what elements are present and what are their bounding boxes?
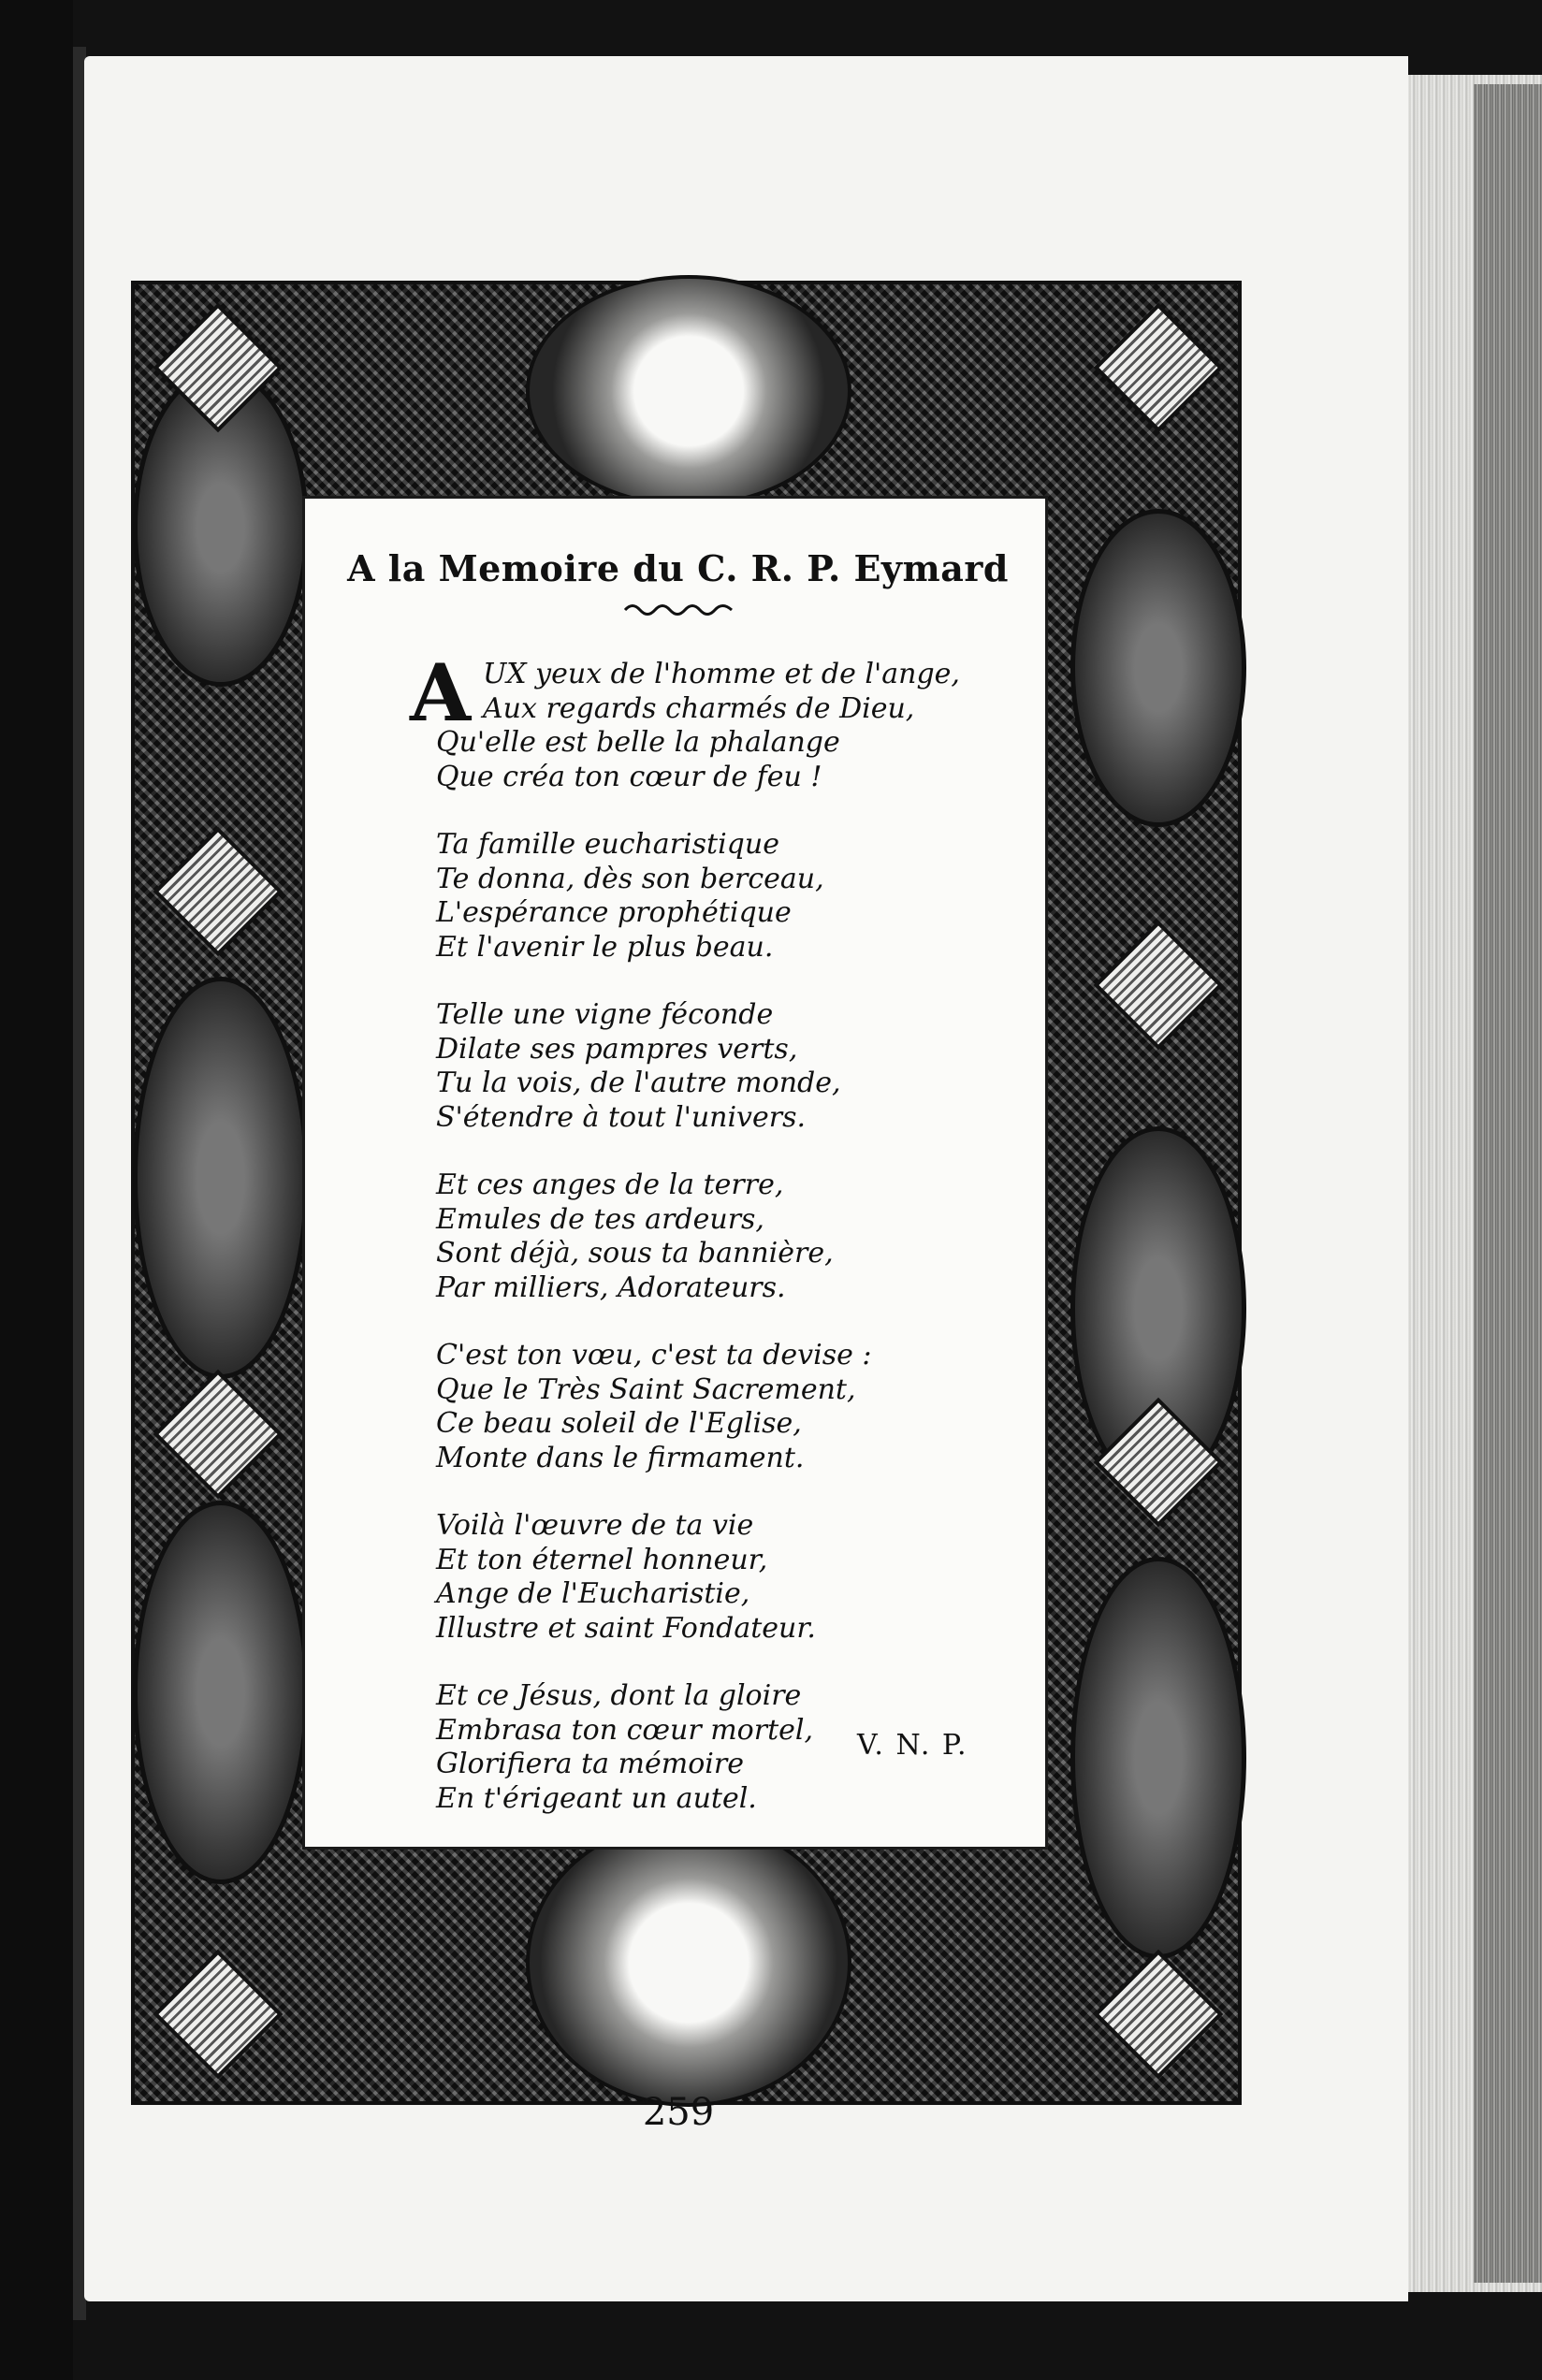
lilies-oval bbox=[1070, 1557, 1246, 1959]
poem-line: Dilate ses pampres verts, bbox=[436, 1032, 798, 1066]
poem-title: A la Memoire du C. R. P. Eymard bbox=[347, 547, 1009, 589]
poem-line: Embrasa ton cœur mortel, bbox=[436, 1713, 814, 1747]
poem-stanza bbox=[436, 1339, 1016, 1475]
poem-stanza bbox=[436, 1509, 1016, 1646]
altar-oval bbox=[133, 977, 309, 1379]
poem-line: Et ton éternel honneur, bbox=[436, 1543, 768, 1576]
poem-line: Que le Très Saint Sacrement, bbox=[436, 1372, 856, 1406]
page-number-row bbox=[0, 2091, 1542, 2134]
poem-line: S'étendre à tout l'univers. bbox=[436, 1100, 807, 1134]
page-number: 259 bbox=[642, 2091, 715, 2134]
scan-dark-margin bbox=[0, 0, 73, 2380]
poem-stanza bbox=[436, 828, 1016, 965]
dropcap-letter: A bbox=[410, 646, 472, 739]
corner-diamond-tr bbox=[1094, 303, 1224, 433]
landscape-oval bbox=[1070, 509, 1246, 827]
poem-line: Ce beau soleil de l'Eglise, bbox=[436, 1407, 802, 1440]
chalice-medallion bbox=[526, 275, 851, 507]
madonna-medallion bbox=[526, 1819, 851, 2107]
poem-line: Par milliers, Adorateurs. bbox=[436, 1270, 786, 1304]
poem-line: Voilà l'œuvre de ta vie bbox=[436, 1509, 754, 1542]
poem-line: Ta famille eucharistique bbox=[436, 828, 779, 861]
side-diamond-r1 bbox=[1094, 921, 1224, 1051]
poem-signature: V. N. P. bbox=[857, 1729, 968, 1762]
poem-line: Tu la vois, de l'autre monde, bbox=[436, 1067, 841, 1099]
poem-line: Emules de tes ardeurs, bbox=[436, 1202, 764, 1236]
poem-line: Et ce Jésus, dont la gloire bbox=[436, 1679, 802, 1712]
poem-line: Monte dans le firmament. bbox=[436, 1441, 805, 1474]
poem-line: Et l'avenir le plus beau. bbox=[436, 930, 774, 964]
poem-line: Te donna, dès son berceau, bbox=[436, 862, 824, 895]
poem-line: C'est ton vœu, c'est ta devise : bbox=[436, 1339, 872, 1371]
corner-diamond-bl bbox=[153, 1950, 284, 2080]
poem-line: Sont déjà, sous ta bannière, bbox=[436, 1237, 834, 1270]
poem-line: Et ces anges de la terre, bbox=[436, 1168, 784, 1201]
poem-line: UX yeux de l'homme et de l'ange, bbox=[483, 658, 960, 690]
poem-line: Qu'elle est belle la phalange bbox=[436, 726, 840, 759]
side-diamond-l2 bbox=[153, 1370, 284, 1500]
poem-line: En t'érigeant un autel. bbox=[436, 1781, 757, 1815]
corner-diamond-br bbox=[1094, 1950, 1224, 2080]
poem-stanza bbox=[436, 1168, 1016, 1305]
poem-body bbox=[436, 658, 1016, 1850]
rings-oval bbox=[133, 1501, 309, 1884]
poem-line: Aux regards charmés de Dieu, bbox=[483, 691, 915, 725]
side-diamond-l1 bbox=[153, 827, 284, 957]
poem-line: L'espérance prophétique bbox=[436, 896, 792, 929]
poem-line: Que créa ton cœur de feu ! bbox=[436, 760, 822, 793]
poem-line: Illustre et saint Fondateur. bbox=[436, 1611, 816, 1645]
page-edges-dark bbox=[1474, 84, 1542, 2283]
poem-line: Telle une vigne féconde bbox=[436, 998, 774, 1031]
poem-panel bbox=[302, 496, 1048, 1850]
poem-stanza bbox=[436, 658, 1016, 794]
title-swash-ornament bbox=[623, 602, 734, 618]
poem-line: Glorifiera ta mémoire bbox=[436, 1748, 744, 1780]
poem-line: Ange de l'Eucharistie, bbox=[436, 1577, 750, 1610]
poem-stanza bbox=[436, 998, 1016, 1135]
